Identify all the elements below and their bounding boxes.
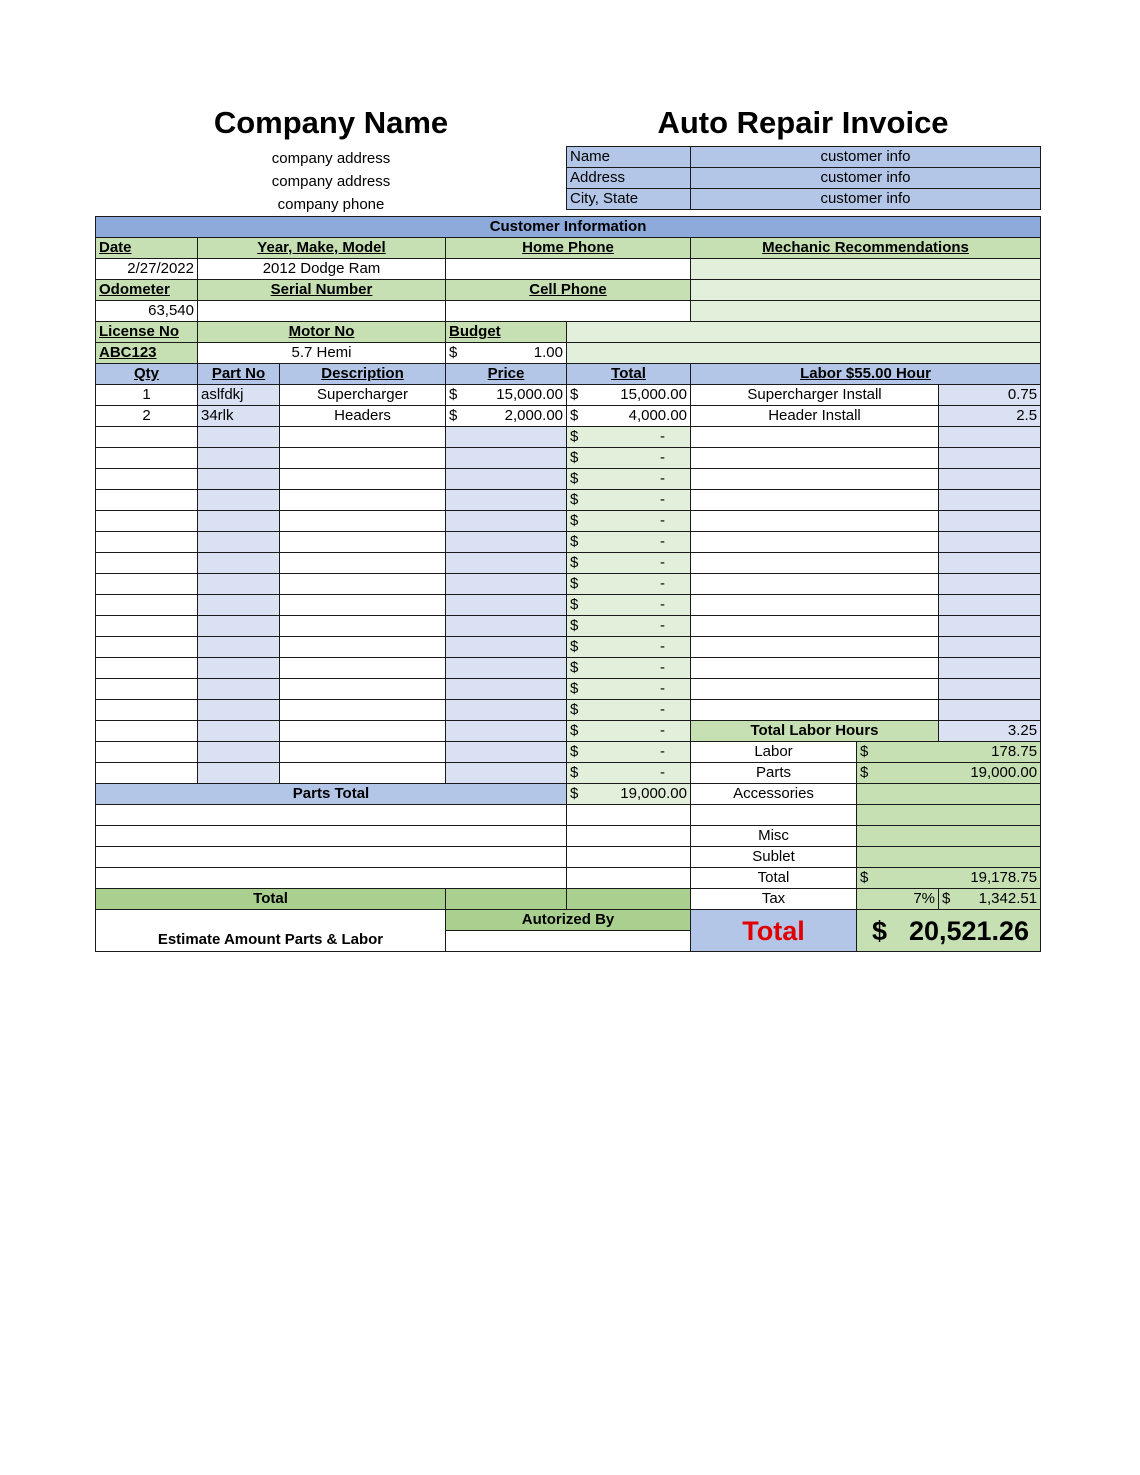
part-no-cell[interactable] xyxy=(198,532,280,553)
currency-sign: $ xyxy=(570,596,579,613)
price-cell[interactable] xyxy=(446,574,567,595)
description-cell[interactable] xyxy=(280,574,446,595)
tax-value xyxy=(939,889,1041,910)
part-no-cell[interactable] xyxy=(198,574,280,595)
description-cell[interactable] xyxy=(280,637,446,658)
recommendations-line-1[interactable] xyxy=(691,259,1041,280)
parts-summary-value xyxy=(857,763,1041,784)
line-total-cell xyxy=(567,574,691,595)
currency-sign: $ xyxy=(570,680,579,697)
customer-box-row xyxy=(567,189,1041,210)
price-cell[interactable] xyxy=(446,763,567,784)
labor-desc-cell[interactable] xyxy=(691,616,939,637)
line-total-cell xyxy=(567,469,691,490)
part-no-cell[interactable] xyxy=(198,700,280,721)
qty-cell[interactable] xyxy=(96,448,198,469)
empty-dash: - xyxy=(660,722,665,739)
price-cell[interactable] xyxy=(446,406,567,427)
labor-hours-cell[interactable] xyxy=(939,532,1041,553)
line-total-cell xyxy=(567,385,691,406)
currency-sign: $ xyxy=(570,449,579,466)
invoice-title: Auto Repair Invoice xyxy=(657,105,949,140)
budget-currency: $ xyxy=(449,344,458,361)
line-total-cell xyxy=(567,448,691,469)
sublet-label: Sublet xyxy=(691,847,857,868)
company-address-1: company address xyxy=(271,150,391,167)
currency-sign: $ xyxy=(570,764,579,781)
description-cell[interactable] xyxy=(280,700,446,721)
line-total-cell xyxy=(567,721,691,742)
license-value[interactable]: ABC123 xyxy=(96,343,198,364)
tax-amount: 1,342.51 xyxy=(978,890,1038,907)
description-cell[interactable] xyxy=(280,469,446,490)
tax-rate[interactable]: 7% xyxy=(857,889,939,910)
labor-desc-cell[interactable] xyxy=(691,679,939,700)
budget-value[interactable] xyxy=(446,343,567,364)
part-no-cell[interactable] xyxy=(198,490,280,511)
authorized-label: Autorized By xyxy=(446,910,691,931)
odometer-value[interactable]: 63,540 xyxy=(96,301,198,322)
empty-dash: - xyxy=(660,764,665,781)
labor-desc-cell[interactable] xyxy=(691,658,939,679)
price-cell[interactable] xyxy=(446,679,567,700)
part-no-cell[interactable]: 34rlk xyxy=(198,406,280,427)
part-no-cell[interactable] xyxy=(198,616,280,637)
currency-sign: $ xyxy=(942,890,951,907)
table-row xyxy=(96,511,1041,532)
line-total-cell xyxy=(567,700,691,721)
labor-desc-cell[interactable] xyxy=(691,490,939,511)
labor-hours-cell[interactable]: 2.5 xyxy=(939,406,1041,427)
part-no-cell[interactable] xyxy=(198,511,280,532)
serial-value[interactable] xyxy=(198,301,446,322)
part-no-cell[interactable] xyxy=(198,721,280,742)
labor-hours-cell[interactable] xyxy=(939,679,1041,700)
description-cell[interactable]: Supercharger xyxy=(280,385,446,406)
description-cell[interactable] xyxy=(280,658,446,679)
description-cell[interactable] xyxy=(280,721,446,742)
price-cell[interactable] xyxy=(446,637,567,658)
notes-line-2[interactable] xyxy=(96,826,567,847)
empty-dash: - xyxy=(660,701,665,718)
description-cell[interactable] xyxy=(280,553,446,574)
labor-desc-cell[interactable] xyxy=(691,595,939,616)
qty-header: Qty xyxy=(96,364,198,385)
labor-desc-cell[interactable] xyxy=(691,700,939,721)
currency-sign: $ xyxy=(570,575,579,592)
empty-dash: - xyxy=(660,659,665,676)
sublet-value[interactable] xyxy=(857,847,1041,868)
labor-hours-cell[interactable] xyxy=(939,490,1041,511)
parts-total-value xyxy=(567,784,691,805)
qty-cell[interactable]: 1 xyxy=(96,385,198,406)
line-total-cell xyxy=(567,742,691,763)
address-value[interactable]: customer info xyxy=(691,168,1041,189)
table-row xyxy=(96,448,1041,469)
empty-dash: - xyxy=(660,743,665,760)
notes-line-2-value[interactable] xyxy=(567,826,691,847)
table-row xyxy=(96,637,1041,658)
line-total-amount: 4,000.00 xyxy=(628,407,687,424)
line-total-cell xyxy=(567,511,691,532)
qty-cell[interactable]: 2 xyxy=(96,406,198,427)
motor-label: Motor No xyxy=(198,322,446,343)
currency-sign: $ xyxy=(449,386,458,403)
misc-label: Misc xyxy=(691,826,857,847)
labor-desc-cell[interactable] xyxy=(691,469,939,490)
price-cell[interactable] xyxy=(446,385,567,406)
description-cell[interactable] xyxy=(280,427,446,448)
price-amount: 2,000.00 xyxy=(504,407,563,424)
table-row xyxy=(96,385,1041,406)
table-row xyxy=(96,658,1041,679)
labor-desc-cell[interactable]: Header Install xyxy=(691,406,939,427)
blank-summary-value[interactable] xyxy=(857,805,1041,826)
tax-label: Tax xyxy=(691,889,857,910)
labor-summary-label: Labor xyxy=(691,742,857,763)
budget-amount: 1.00 xyxy=(533,344,563,361)
labor-desc-cell[interactable] xyxy=(691,448,939,469)
table-row xyxy=(96,595,1041,616)
notes-line-1-value[interactable] xyxy=(567,805,691,826)
labor-hours-cell[interactable] xyxy=(939,448,1041,469)
description-cell[interactable] xyxy=(280,595,446,616)
ymm-value[interactable]: 2012 Dodge Ram xyxy=(198,259,446,280)
currency-sign: $ xyxy=(570,512,579,529)
currency-sign: $ xyxy=(570,428,579,445)
currency-sign: $ xyxy=(570,386,579,403)
labor-hours-cell[interactable] xyxy=(939,469,1041,490)
labor-desc-cell[interactable] xyxy=(691,574,939,595)
parts-amount: 19,000.00 xyxy=(970,764,1038,781)
subtotal-label: Total xyxy=(691,868,857,889)
line-total-amount: 15,000.00 xyxy=(620,386,687,403)
empty-dash: - xyxy=(660,617,665,634)
total-labor-hours-value: 3.25 xyxy=(939,721,1041,742)
company-phone: company phone xyxy=(277,196,385,213)
qty-cell[interactable] xyxy=(96,679,198,700)
cell-phone-value[interactable] xyxy=(446,301,691,322)
line-total-cell xyxy=(567,637,691,658)
part-no-cell[interactable] xyxy=(198,637,280,658)
notes-line-1[interactable] xyxy=(96,805,567,826)
cell-phone-label: Cell Phone xyxy=(446,280,691,301)
subtotal-value xyxy=(857,868,1041,889)
labor-hours-cell[interactable] xyxy=(939,637,1041,658)
notes-line-4[interactable] xyxy=(96,868,567,889)
price-cell[interactable] xyxy=(446,532,567,553)
customer-box xyxy=(566,146,1041,210)
serial-label: Serial Number xyxy=(198,280,446,301)
labor-desc-cell[interactable]: Supercharger Install xyxy=(691,385,939,406)
qty-cell[interactable] xyxy=(96,490,198,511)
currency-sign: $ xyxy=(860,869,869,886)
part-no-cell[interactable] xyxy=(198,427,280,448)
grand-total-currency: $ xyxy=(872,915,888,946)
labor-desc-cell[interactable] xyxy=(691,532,939,553)
price-cell[interactable] xyxy=(446,616,567,637)
line-total-cell xyxy=(567,763,691,784)
invoice-grid xyxy=(95,216,1041,952)
part-no-cell[interactable] xyxy=(198,448,280,469)
table-row xyxy=(96,742,1041,763)
qty-cell[interactable] xyxy=(96,532,198,553)
odometer-label: Odometer xyxy=(96,280,198,301)
company-name: Company Name xyxy=(213,105,449,140)
table-row xyxy=(96,427,1041,448)
date-value[interactable]: 2/27/2022 xyxy=(96,259,198,280)
notes-line-3[interactable] xyxy=(96,847,567,868)
currency-sign: $ xyxy=(449,407,458,424)
recommendations-label: Mechanic Recommendations xyxy=(691,238,1041,259)
labor-summary-value xyxy=(857,742,1041,763)
ymm-label: Year, Make, Model xyxy=(198,238,446,259)
table-row xyxy=(96,763,1041,784)
description-cell[interactable] xyxy=(280,532,446,553)
blank-summary-label xyxy=(691,805,857,826)
qty-cell[interactable] xyxy=(96,658,198,679)
table-row xyxy=(96,700,1041,721)
line-total-cell xyxy=(567,406,691,427)
currency-sign: $ xyxy=(570,470,579,487)
empty-dash: - xyxy=(660,470,665,487)
notes-line-4-value[interactable] xyxy=(567,868,691,889)
description-cell[interactable] xyxy=(280,742,446,763)
total-labor-hours-label: Total Labor Hours xyxy=(691,721,939,742)
description-cell[interactable]: Headers xyxy=(280,406,446,427)
part-no-header: Part No xyxy=(198,364,280,385)
description-cell[interactable] xyxy=(280,679,446,700)
labor-desc-cell[interactable] xyxy=(691,427,939,448)
table-row xyxy=(96,721,1041,742)
price-cell[interactable] xyxy=(446,742,567,763)
description-header: Description xyxy=(280,364,446,385)
misc-value[interactable] xyxy=(857,826,1041,847)
labor-hours-cell[interactable] xyxy=(939,700,1041,721)
line-total-cell xyxy=(567,595,691,616)
price-cell[interactable] xyxy=(446,553,567,574)
part-no-cell[interactable] xyxy=(198,658,280,679)
total-header: Total xyxy=(567,364,691,385)
qty-cell[interactable] xyxy=(96,553,198,574)
price-cell[interactable] xyxy=(446,700,567,721)
price-header: Price xyxy=(446,364,567,385)
currency-sign: $ xyxy=(570,659,579,676)
empty-dash: - xyxy=(660,428,665,445)
currency-sign: $ xyxy=(570,554,579,571)
price-cell[interactable] xyxy=(446,448,567,469)
description-cell[interactable] xyxy=(280,616,446,637)
qty-cell[interactable] xyxy=(96,763,198,784)
table-row xyxy=(96,574,1041,595)
description-cell[interactable] xyxy=(280,490,446,511)
price-cell[interactable] xyxy=(446,469,567,490)
customer-box-row xyxy=(567,168,1041,189)
customer-box-row xyxy=(567,147,1041,168)
home-phone-label: Home Phone xyxy=(446,238,691,259)
currency-sign: $ xyxy=(570,743,579,760)
labor-hours-cell[interactable] xyxy=(939,595,1041,616)
grand-total-amount: 20,521.26 xyxy=(908,915,1030,946)
subtotal-amount: 19,178.75 xyxy=(970,869,1038,886)
footer-total-value-1 xyxy=(446,889,567,910)
accessories-label: Accessories xyxy=(691,784,857,805)
grand-total-value xyxy=(857,910,1041,952)
table-row xyxy=(96,679,1041,700)
part-no-cell[interactable] xyxy=(198,469,280,490)
labor-hours-cell[interactable]: 0.75 xyxy=(939,385,1041,406)
recommendations-line-3[interactable] xyxy=(691,301,1041,322)
currency-sign: $ xyxy=(570,638,579,655)
qty-cell[interactable] xyxy=(96,742,198,763)
footer-total-label: Total xyxy=(96,889,446,910)
estimate-label: Estimate Amount Parts & Labor xyxy=(96,910,446,952)
company-address-2: company address xyxy=(271,173,391,190)
currency-sign: $ xyxy=(860,743,869,760)
labor-desc-cell[interactable] xyxy=(691,553,939,574)
empty-dash: - xyxy=(660,596,665,613)
city-state-label: City, State xyxy=(567,189,691,210)
qty-cell[interactable] xyxy=(96,427,198,448)
description-cell[interactable] xyxy=(280,448,446,469)
footer-total-value-2 xyxy=(567,889,691,910)
empty-dash: - xyxy=(660,533,665,550)
currency-sign: $ xyxy=(570,491,579,508)
qty-cell[interactable] xyxy=(96,700,198,721)
motor-value[interactable]: 5.7 Hemi xyxy=(198,343,446,364)
line-total-cell xyxy=(567,490,691,511)
price-cell[interactable] xyxy=(446,658,567,679)
line-total-cell xyxy=(567,658,691,679)
part-no-cell[interactable] xyxy=(198,553,280,574)
recommendations-line-5[interactable] xyxy=(567,343,1041,364)
table-row xyxy=(96,553,1041,574)
description-cell[interactable] xyxy=(280,511,446,532)
empty-dash: - xyxy=(660,575,665,592)
labor-hours-cell[interactable] xyxy=(939,658,1041,679)
grand-total-label: Total xyxy=(691,910,857,952)
empty-dash: - xyxy=(660,680,665,697)
parts-summary-label: Parts xyxy=(691,763,857,784)
recommendations-line-4[interactable] xyxy=(567,322,1041,343)
labor-hours-cell[interactable] xyxy=(939,553,1041,574)
labor-hours-cell[interactable] xyxy=(939,616,1041,637)
labor-hours-cell[interactable] xyxy=(939,427,1041,448)
price-cell[interactable] xyxy=(446,721,567,742)
qty-cell[interactable] xyxy=(96,595,198,616)
qty-cell[interactable] xyxy=(96,616,198,637)
labor-hours-cell[interactable] xyxy=(939,511,1041,532)
currency-sign: $ xyxy=(860,764,869,781)
currency-sign: $ xyxy=(570,785,579,802)
currency-sign: $ xyxy=(570,533,579,550)
parts-total-amount: 19,000.00 xyxy=(620,785,687,802)
price-amount: 15,000.00 xyxy=(496,386,563,403)
labor-desc-cell[interactable] xyxy=(691,511,939,532)
empty-dash: - xyxy=(660,638,665,655)
part-no-cell[interactable] xyxy=(198,742,280,763)
qty-cell[interactable] xyxy=(96,511,198,532)
price-cell[interactable] xyxy=(446,490,567,511)
notes-line-3-value[interactable] xyxy=(567,847,691,868)
parts-total-label: Parts Total xyxy=(96,784,567,805)
empty-dash: - xyxy=(660,512,665,529)
description-cell[interactable] xyxy=(280,763,446,784)
license-label: License No xyxy=(96,322,198,343)
qty-cell[interactable] xyxy=(96,469,198,490)
labor-header: Labor $55.00 Hour xyxy=(691,364,1041,385)
address-label: Address xyxy=(567,168,691,189)
empty-dash: - xyxy=(660,491,665,508)
budget-label: Budget xyxy=(446,322,567,343)
table-row xyxy=(96,490,1041,511)
qty-cell[interactable] xyxy=(96,574,198,595)
line-total-cell xyxy=(567,553,691,574)
table-row xyxy=(96,616,1041,637)
qty-cell[interactable] xyxy=(96,721,198,742)
part-no-cell[interactable] xyxy=(198,595,280,616)
line-total-cell xyxy=(567,616,691,637)
table-row xyxy=(96,406,1041,427)
qty-cell[interactable] xyxy=(96,637,198,658)
date-label: Date xyxy=(96,238,198,259)
recommendations-line-2[interactable] xyxy=(691,280,1041,301)
customer-information-heading: Customer Information xyxy=(96,217,1041,238)
table-row xyxy=(96,532,1041,553)
part-no-cell[interactable] xyxy=(198,763,280,784)
table-row xyxy=(96,469,1041,490)
part-no-cell[interactable] xyxy=(198,679,280,700)
line-total-cell xyxy=(567,532,691,553)
empty-dash: - xyxy=(660,554,665,571)
labor-desc-cell[interactable] xyxy=(691,637,939,658)
empty-dash: - xyxy=(660,449,665,466)
currency-sign: $ xyxy=(570,617,579,634)
currency-sign: $ xyxy=(570,722,579,739)
currency-sign: $ xyxy=(570,407,579,424)
price-cell[interactable] xyxy=(446,427,567,448)
currency-sign: $ xyxy=(570,701,579,718)
authorized-signature[interactable] xyxy=(446,931,691,952)
labor-amount: 178.75 xyxy=(991,743,1038,760)
part-no-cell[interactable]: aslfdkj xyxy=(198,385,280,406)
price-cell[interactable] xyxy=(446,511,567,532)
name-value[interactable]: customer info xyxy=(691,147,1041,168)
line-total-cell xyxy=(567,427,691,448)
city-state-value[interactable]: customer info xyxy=(691,189,1041,210)
name-label: Name xyxy=(567,147,691,168)
price-cell[interactable] xyxy=(446,595,567,616)
home-phone-value[interactable] xyxy=(446,259,691,280)
labor-hours-cell[interactable] xyxy=(939,574,1041,595)
accessories-value[interactable] xyxy=(857,784,1041,805)
line-total-cell xyxy=(567,679,691,700)
